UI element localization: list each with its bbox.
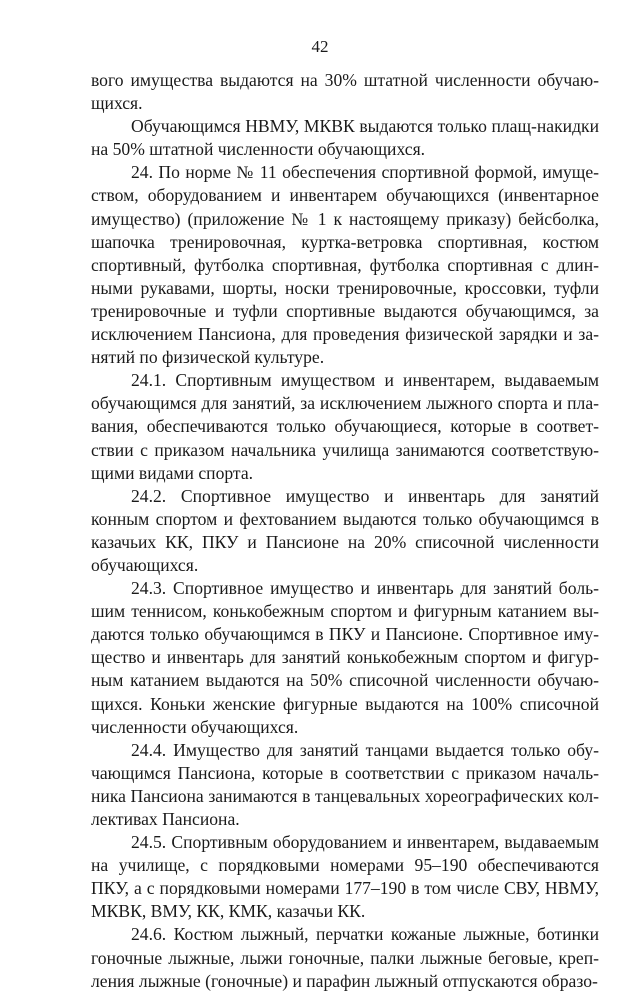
document-body (91, 69, 599, 993)
paragraph-nvmu-mkvk: Обучающимся НВМУ, МКВК выдаются только плащ-накидки на 50% штатной численности обучающихся. (91, 116, 599, 160)
paragraph-24-2: 24.2. Спортивное имущество и инвентарь для занятий конным спортом и фехтованием выдаются только обучающимся в казачьих КК, ПКУ и Пансионе на 20% списочной численности обучающихся. (91, 485, 599, 575)
paragraph-24-6: 24.6. Костюм лыжный, перчатки кожаные лыжные, ботинки гоночные лыжные, лыжи гоночные, палки лыжные беговые, крепления лыжные (гоночные) и парафин лыжный отпускаются образо- (91, 924, 599, 991)
paragraph-24: 24. По норме № 11 обеспечения спортивной формой, имуществом, оборудованием и инвентарем обучающихся (инвентарное имущество) (приложение № 1 к настоящему приказу) бейсболка, шапочка тренировочная, куртка-ветровка спортивная, костюм спортивный, футболка спортивная, футболка спортивная с длинными рукавами, шорты, носки тренировочные, кроссовки, туфли тренировочные и туфли спортивные выдаются обучающимся, за исключением Пансиона, для проведения физической зарядки и занятий по физической культуре. (91, 162, 599, 368)
paragraph-24-3: 24.3. Спортивное имущество и инвентарь для занятий большим теннисом, конькобежным спортом и фигурным катанием выдаются только обучающимся в ПКУ и Пансионе. Спортивное имущество и инвентарь для занятий конькобежным спортом и фигурным катанием выдаются на 50% списочной численности обучающихся. Коньки женские фигурные выдаются на 100% списочной численности обучающихся. (91, 578, 599, 737)
paragraph-24-4: 24.4. Имущество для занятий танцами выдается только обучающимся Пансиона, которые в соответствии с приказом начальника Пансиона занимаются в танцевальных хореографических коллективах Пансиона. (91, 739, 599, 829)
page-number: 42 (311, 37, 329, 56)
paragraph-24-1: 24.1. Спортивным имуществом и инвентарем, выдаваемым обучающимся для занятий, за исключением лыжного спорта и плавания, обеспечиваются только обучающиеся, которые в соответствии с приказом начальника училища занимаются соответствующими видами спорта. (91, 370, 599, 483)
paragraph-continuation: вого имущества выдаются на 30% штатной численности обучающихся. (91, 70, 599, 114)
paragraph-24-5: 24.5. Спортивным оборудованием и инвентарем, выдаваемым на училище, с порядковыми номерами 95–190 обеспечиваются ПКУ, а с порядковыми номерами 177–190 в том числе СВУ, НВМУ, МКВК, ВМУ, КК, КМК, казачьи КК. (91, 832, 599, 922)
